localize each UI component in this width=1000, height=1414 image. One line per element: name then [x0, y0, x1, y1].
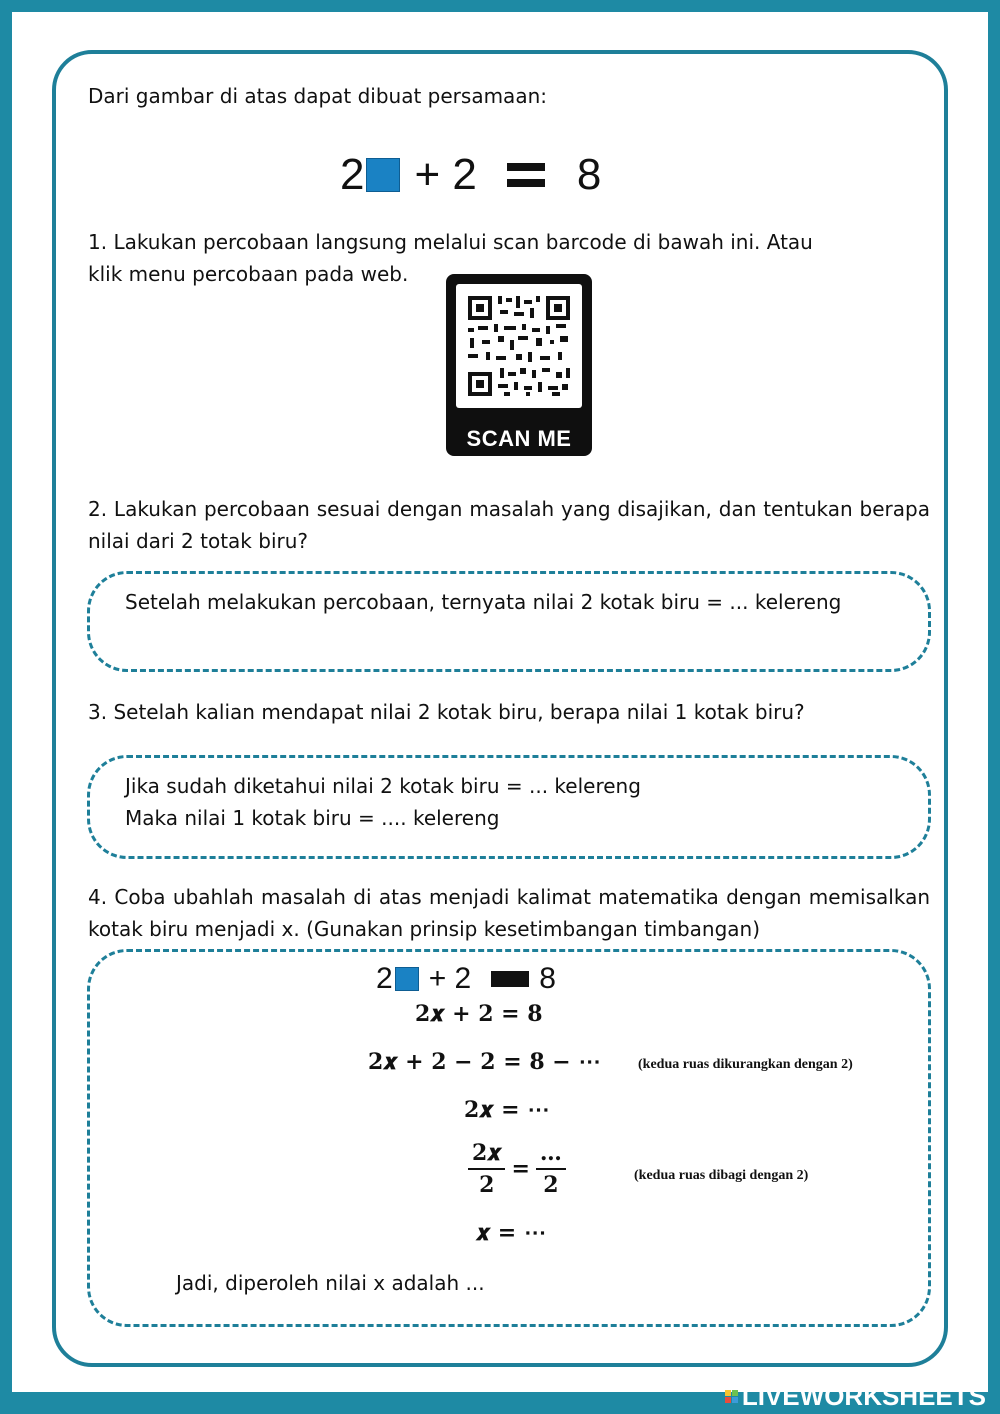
step-4-fraction	[468, 1140, 566, 1198]
fraction-right-denominator: 2	[543, 1172, 559, 1198]
small-equation-right-number: 8	[539, 962, 556, 995]
small-equation	[376, 962, 556, 996]
step-5: 𝒙 = ⋯	[476, 1220, 546, 1246]
fraction-right	[536, 1140, 566, 1198]
qr-code-card[interactable]	[446, 274, 592, 456]
answer-2-text[interactable]: Setelah melakukan percobaan, ternyata nilai 2 kotak biru = ... kelereng	[125, 590, 842, 614]
fraction-equals: =	[511, 1156, 530, 1182]
step-1: 2𝒙 + 2 = 8	[415, 1001, 543, 1027]
step-2: 2𝒙 + 2 − 2 = 8 − ⋯	[368, 1049, 601, 1075]
question-1-line-2: klik menu percobaan pada web.	[88, 262, 409, 286]
liveworksheets-logo[interactable]	[725, 1381, 986, 1412]
intro-text: Dari gambar di atas dapat dibuat persamaan:	[88, 84, 547, 108]
conclusion-text[interactable]: Jadi, diperoleh nilai x adalah ...	[176, 1271, 485, 1295]
equation-plus-term: + 2	[414, 150, 477, 199]
answer-3-line-2[interactable]: Maka nilai 1 kotak biru = .... kelereng	[125, 806, 500, 830]
scan-me-label: SCAN ME	[466, 426, 572, 451]
question-1-line-1: 1. Lakukan percobaan langsung melalui scan barcode di bawah ini. Atau	[88, 230, 813, 254]
small-equation-plus-term: + 2	[428, 962, 472, 995]
blue-box-icon	[366, 158, 400, 192]
fraction-right-numerator[interactable]: …	[536, 1140, 566, 1170]
brand-name: LIVEWORKSHEETS	[741, 1381, 986, 1411]
small-equals-sign-icon	[491, 969, 517, 989]
worksheet-page	[12, 12, 988, 1392]
note-divide: (kedua ruas dibagi dengan 2)	[634, 1168, 809, 1183]
small-blue-box-icon	[395, 967, 419, 991]
equals-sign-icon	[507, 161, 545, 189]
liveworksheets-icon	[725, 1390, 738, 1403]
equation-left-number: 2	[340, 150, 365, 199]
question-2-text: 2. Lakukan percobaan sesuai dengan masalah yang disajikan, dan tentukan berapa nilai dari 2 totak biru?	[88, 497, 930, 553]
answer-3-line-1[interactable]: Jika sudah diketahui nilai 2 kotak biru = ... kelereng	[125, 774, 641, 798]
small-equation-left-number: 2	[376, 962, 393, 995]
fraction-left-denominator: 2	[479, 1172, 495, 1198]
qr-code-icon	[456, 284, 582, 408]
fraction-left-numerator: 2𝒙	[468, 1140, 505, 1170]
main-equation	[340, 150, 601, 200]
equation-right-number: 8	[576, 150, 602, 199]
question-4-text: 4. Coba ubahlah masalah di atas menjadi kalimat matematika dengan memisalkan kotak biru menjadi x. (Gunakan prinsip kesetimbangan timbangan)	[88, 885, 930, 941]
step-3: 2𝒙 = ⋯	[464, 1097, 550, 1123]
question-3-text: 3. Setelah kalian mendapat nilai 2 kotak biru, berapa nilai 1 kotak biru?	[88, 700, 805, 724]
fraction-left	[468, 1140, 505, 1198]
note-subtract: (kedua ruas dikurangkan dengan 2)	[638, 1057, 853, 1072]
